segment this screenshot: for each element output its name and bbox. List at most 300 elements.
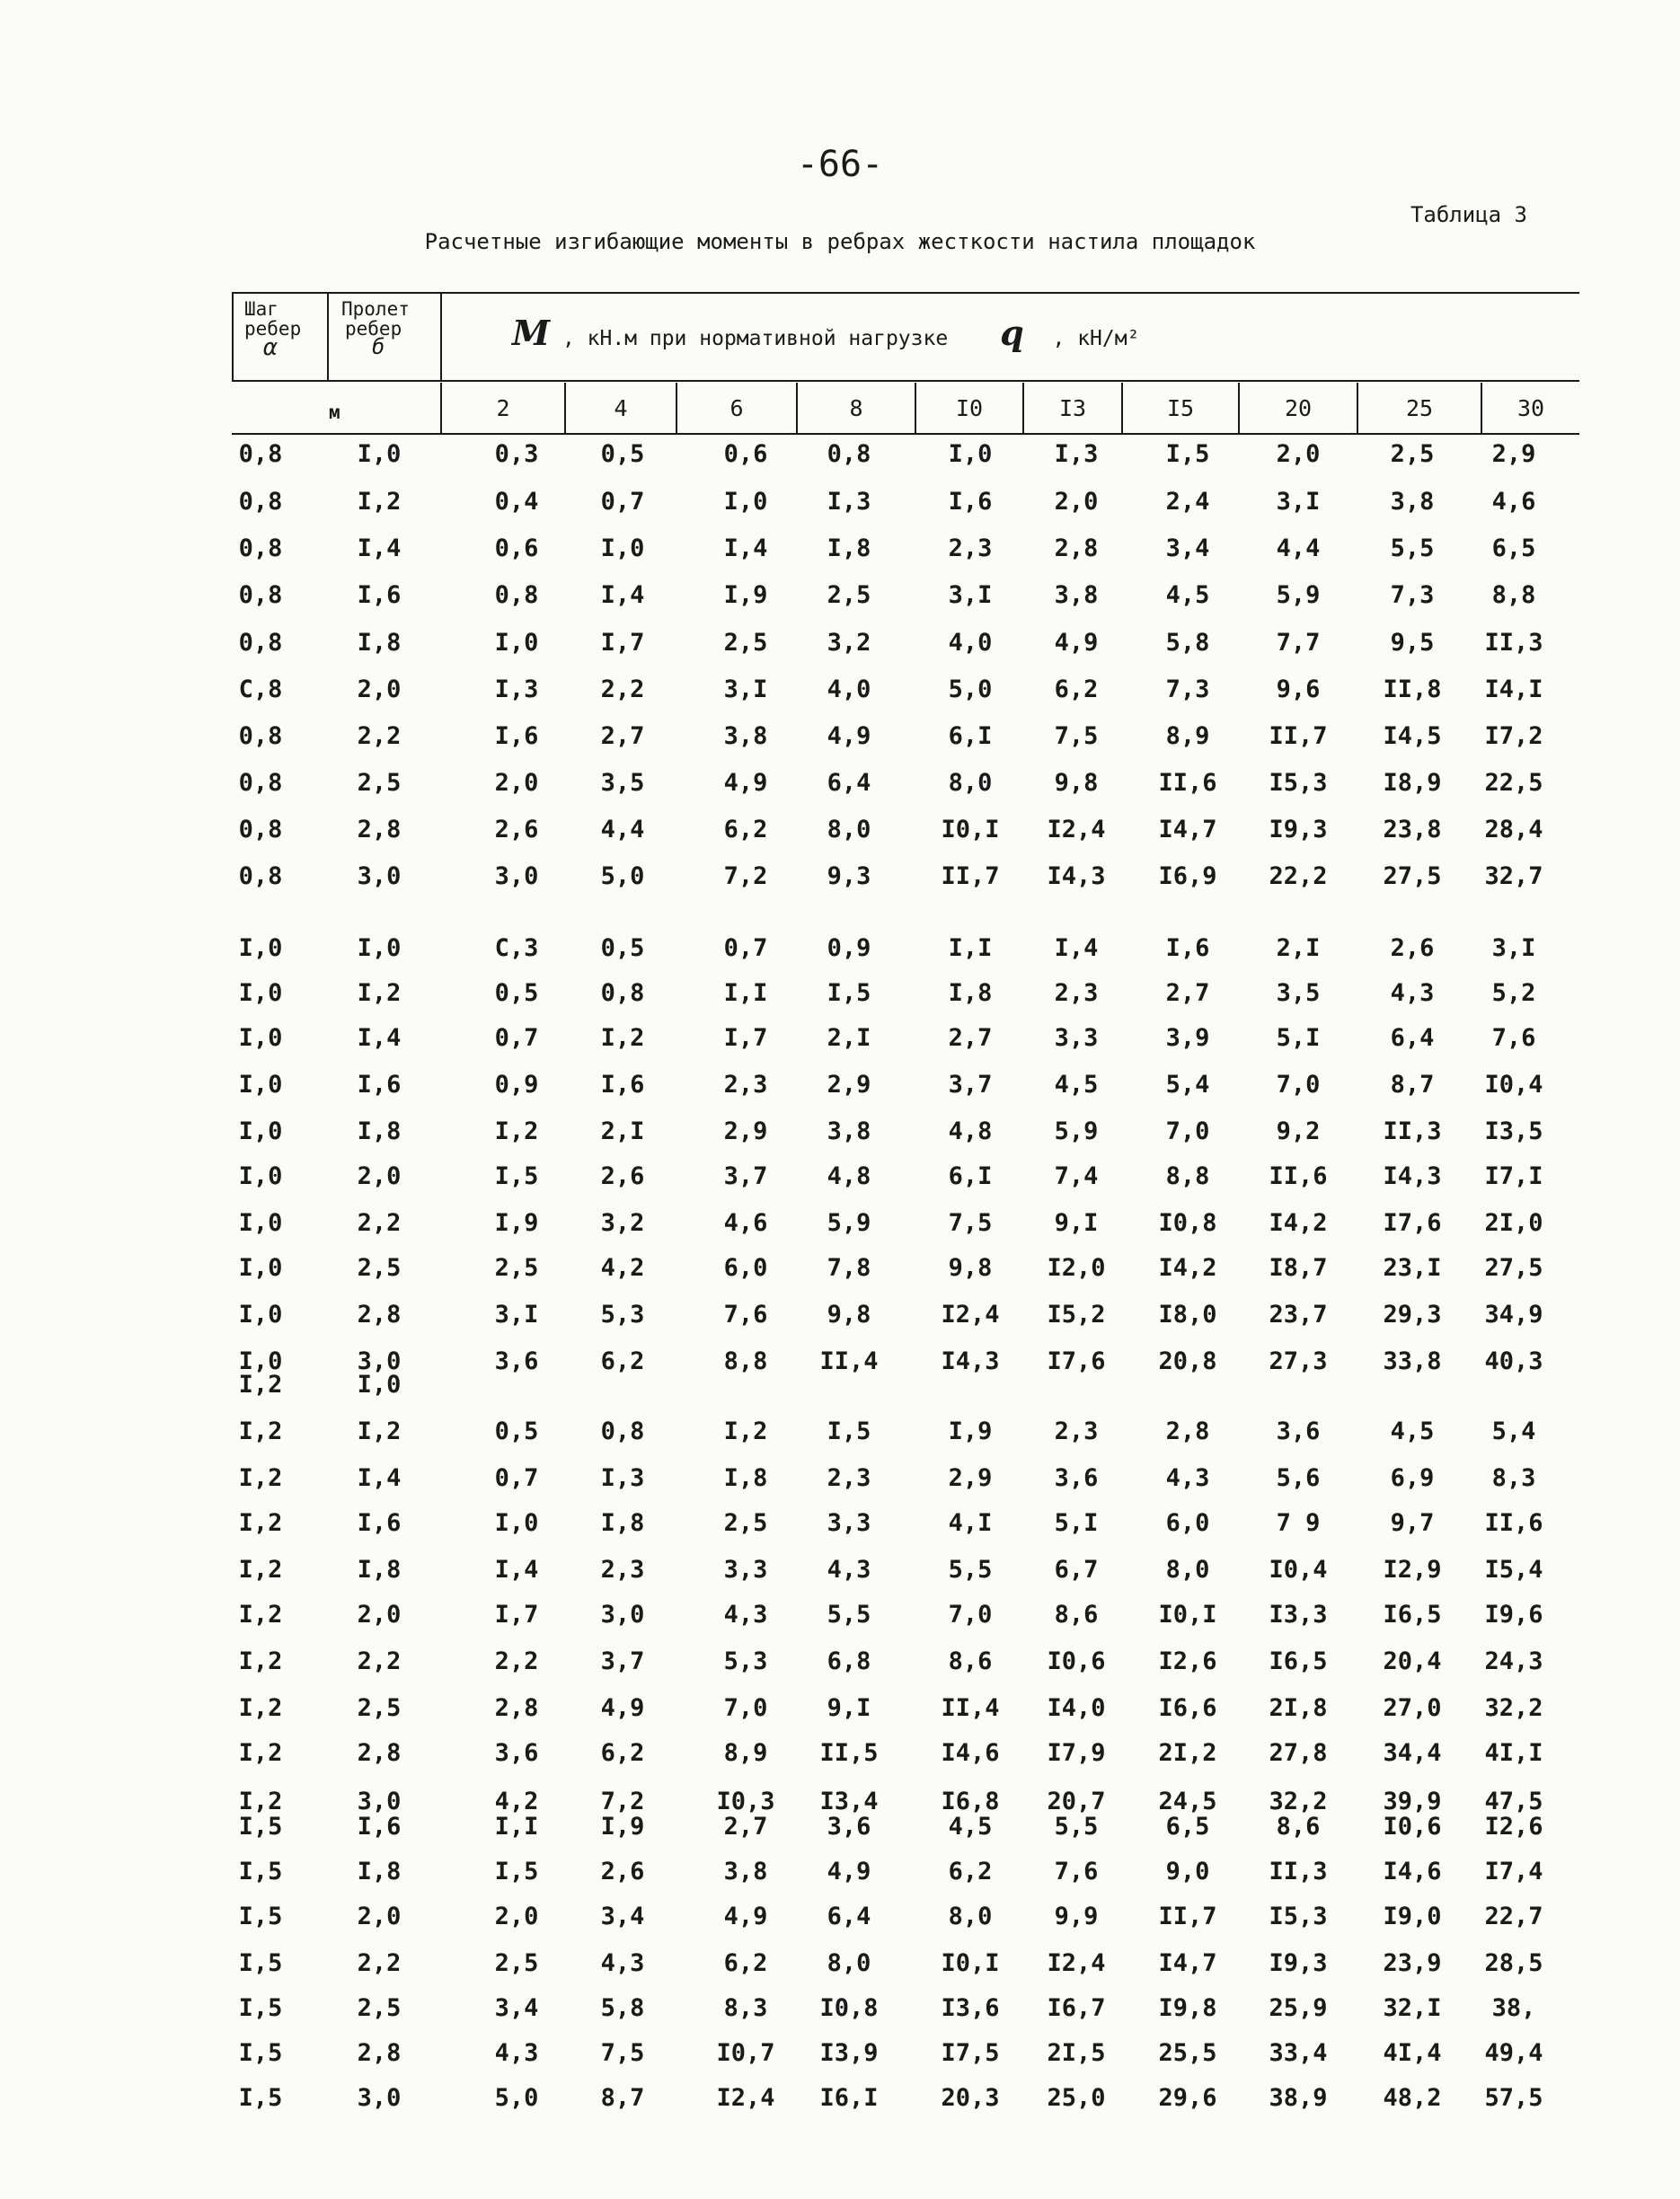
cell-moment: 4,9 [827,1858,871,1885]
cell-moment: I,0 [723,488,768,516]
cell-moment: 2I,8 [1269,1694,1328,1722]
cell-rib-spacing: I,5 [238,1994,283,2022]
cell-moment: 3,4 [600,1903,645,1930]
cell-moment: I,6 [1165,934,1210,962]
cell-moment: II,3 [1383,1117,1442,1145]
cell-moment: 7,4 [1054,1162,1099,1190]
cell-moment: I2,6 [1158,1647,1217,1675]
cell-moment: I,9 [948,1417,993,1445]
cell-moment: 9,7 [1390,1509,1435,1537]
cell-moment: 0,5 [600,440,645,468]
cell-rib-span: I,0 [357,440,402,468]
cell-moment: 6,2 [723,1949,768,1977]
cell-moment: 5,6 [1276,1464,1321,1492]
table-row [0,1254,1680,1299]
cell-moment: I,0 [600,534,645,562]
cell-moment: 5,I [1054,1509,1099,1537]
cell-moment: 3,8 [827,1117,871,1145]
cell-moment: 4,3 [1390,979,1435,1007]
cell-moment: 4,9 [600,1694,645,1722]
load-col-2: 2 [440,383,564,435]
cell-rib-spacing: I,2 [238,1647,283,1675]
cell-moment: I,7 [600,629,645,657]
page-number: -66- [796,144,884,185]
cell-moment: 49,4 [1484,2039,1543,2067]
cell-moment: I0,7 [716,2039,775,2067]
cell-moment: I9,8 [1158,1994,1217,2022]
cell-rib-spacing: I,0 [238,979,283,1007]
cell-moment: 5,5 [1390,534,1435,562]
cell-moment: C,3 [494,934,539,962]
cell-moment: 20,8 [1158,1347,1217,1375]
cell-moment: 0,8 [494,581,539,609]
cell-moment: 2,3 [1054,979,1099,1007]
cell-moment: I,2 [494,1117,539,1145]
cell-moment: 3,6 [1276,1417,1321,1445]
cell-moment: 3,7 [600,1647,645,1675]
cell-moment: 7,2 [600,1788,645,1815]
cell-moment: I,2 [600,1024,645,1052]
cell-moment: 3,4 [1165,534,1210,562]
cell-moment: 27,0 [1383,1694,1442,1722]
cell-moment: 8,8 [723,1347,768,1375]
table-row [0,1371,1680,1416]
cell-moment: 0,7 [494,1024,539,1052]
cell-moment: I,9 [723,581,768,609]
cell-moment: 0,6 [723,440,768,468]
table-row [0,1601,1680,1646]
cell-moment: II,6 [1158,769,1217,797]
cell-moment: 27,3 [1269,1347,1328,1375]
table-title: Расчетные изгибающие моменты в ребрах жесткости настила площадок [424,229,1256,254]
cell-moment: 7,5 [1054,722,1099,750]
cell-moment: 4,5 [948,1813,993,1841]
cell-rib-span: 2,2 [357,1949,402,1977]
cell-moment: 24,5 [1158,1788,1217,1815]
cell-moment: I,3 [494,676,539,703]
cell-moment: 2,7 [600,722,645,750]
cell-moment: I,5 [494,1858,539,1885]
col-b-label-line1: Пролет [341,298,410,320]
table-row [0,816,1680,861]
cell-moment: 4,5 [1390,1417,1435,1445]
cell-moment: I,4 [723,534,768,562]
cell-moment: 4,5 [1165,581,1210,609]
cell-moment: I,5 [827,1417,871,1445]
cell-rib-span: 2,8 [357,1301,402,1329]
cell-moment: 3,9 [1165,1024,1210,1052]
table-row [0,1301,1680,1346]
cell-moment: I,0 [494,629,539,657]
cell-moment: 8,0 [948,769,993,797]
cell-moment: I2,4 [941,1301,1000,1329]
cell-moment: 47,5 [1484,1788,1543,1815]
cell-moment: 2,7 [723,1813,768,1841]
cell-moment: 38,9 [1269,2084,1328,2112]
cell-rib-span: 2,5 [357,769,402,797]
cell-moment: I5,3 [1269,1903,1328,1930]
cell-moment: I7,6 [1047,1347,1106,1375]
cell-moment: 38, [1491,1994,1536,2022]
cell-moment: 8,9 [1165,722,1210,750]
cell-moment: 9,0 [1165,1858,1210,1885]
table-row [0,1903,1680,1947]
cell-moment: I,6 [948,488,993,516]
cell-moment: 7,3 [1390,581,1435,609]
cell-moment: 2,3 [723,1071,768,1099]
cell-moment: 3,2 [600,1209,645,1237]
cell-moment: 3,I [723,676,768,703]
cell-moment: I6,8 [941,1788,1000,1815]
cell-rib-span: I,8 [357,1556,402,1584]
cell-moment: 5,8 [600,1994,645,2022]
cell-rib-span: 2,2 [357,1647,402,1675]
cell-moment: 25,9 [1269,1994,1328,2022]
cell-rib-spacing: I,5 [238,2039,283,2067]
cell-moment: 7,0 [1165,1117,1210,1145]
cell-moment: 7,5 [600,2039,645,2067]
cell-moment: I,8 [600,1509,645,1537]
cell-rib-span: 2,5 [357,1694,402,1722]
cell-rib-span: I,6 [357,1813,402,1841]
cell-rib-span: I,8 [357,1858,402,1885]
cell-moment: I0,6 [1047,1647,1106,1675]
cell-moment: 57,5 [1484,2084,1543,2112]
cell-moment: 2,2 [494,1647,539,1675]
cell-moment: 7,6 [1054,1858,1099,1885]
cell-moment: 4,2 [600,1254,645,1282]
cell-moment: 8,6 [1276,1813,1321,1841]
cell-moment: 2,5 [494,1949,539,1977]
cell-moment: 2,7 [1165,979,1210,1007]
cell-moment: I,3 [1054,440,1099,468]
cell-moment: 2,5 [723,1509,768,1537]
moment-symbol: М [512,313,551,353]
table-row [0,1858,1680,1903]
cell-moment: 4,9 [1054,629,1099,657]
cell-moment: 5,9 [1276,581,1321,609]
cell-moment: II,3 [1484,629,1543,657]
cell-rib-spacing: I,0 [238,1254,283,1282]
cell-moment: 3,7 [723,1162,768,1190]
cell-moment: I,8 [723,1464,768,1492]
cell-rib-spacing: I,2 [238,1739,283,1767]
table-row [0,676,1680,720]
cell-moment: 3,I [1276,488,1321,516]
cell-moment: 0,7 [723,934,768,962]
cell-moment: I3,3 [1269,1601,1328,1629]
cell-moment: 2,0 [494,769,539,797]
cell-moment: 33,4 [1269,2039,1328,2067]
cell-rib-span: 2,5 [357,1994,402,2022]
cell-moment: 6,2 [600,1739,645,1767]
cell-moment: II,5 [819,1739,879,1767]
cell-moment: 2,9 [1491,440,1536,468]
cell-moment: 20,4 [1383,1647,1442,1675]
cell-moment: 5,8 [1165,629,1210,657]
cell-moment: I,I [723,979,768,1007]
cell-moment: 6,2 [723,816,768,843]
table-row [0,629,1680,674]
cell-moment: I9,3 [1269,816,1328,843]
cell-moment: 8,6 [1054,1601,1099,1629]
load-col-25: 25 [1357,383,1481,435]
cell-rib-span: I,4 [357,1024,402,1052]
cell-moment: 0,9 [494,1071,539,1099]
table-row [0,1556,1680,1601]
cell-moment: 4,8 [827,1162,871,1190]
cell-moment: I,7 [723,1024,768,1052]
cell-moment: I4,3 [1047,862,1106,890]
cell-moment: 6,I [948,722,993,750]
cell-moment: I2,4 [1047,816,1106,843]
cell-moment: 0,5 [494,1417,539,1445]
cell-rib-span: I,4 [357,1464,402,1492]
cell-moment: 5,5 [948,1556,993,1584]
cell-moment: I,9 [600,1813,645,1841]
cell-moment: 27,8 [1269,1739,1328,1767]
cell-moment: 5,9 [1054,1117,1099,1145]
cell-rib-span: I,8 [357,629,402,657]
cell-rib-span: 2,8 [357,2039,402,2067]
cell-moment: 2,I [1276,934,1321,962]
cell-moment: 4I,I [1484,1739,1543,1767]
cell-rib-spacing: I,5 [238,2084,283,2112]
col-a-label-line2: ребер [244,318,302,340]
cell-moment: 9,2 [1276,1117,1321,1145]
cell-rib-span: I,4 [357,534,402,562]
cell-moment: 4,3 [723,1601,768,1629]
cell-moment: 4,9 [723,769,768,797]
table-row [0,862,1680,907]
cell-rib-spacing: 0,8 [238,629,283,657]
cell-moment: 6,9 [1390,1464,1435,1492]
cell-moment: 9,8 [827,1301,871,1329]
cell-rib-span: I,2 [357,1417,402,1445]
cell-moment: 4,9 [827,722,871,750]
cell-moment: I2,9 [1383,1556,1442,1584]
cell-moment: I,8 [827,534,871,562]
cell-moment: 2,9 [948,1464,993,1492]
cell-moment: 0,8 [827,440,871,468]
cell-moment: 3,3 [827,1509,871,1537]
cell-moment: II,4 [941,1694,1000,1722]
cell-moment: 40,3 [1484,1347,1543,1375]
cell-rib-span: I,2 [357,488,402,516]
cell-moment: 3,8 [1390,488,1435,516]
cell-moment: 3,4 [494,1994,539,2022]
cell-moment: 5,5 [1054,1813,1099,1841]
cell-moment: 27,5 [1484,1254,1543,1282]
cell-moment: 8,3 [1491,1464,1536,1492]
cell-moment: 32,2 [1269,1788,1328,1815]
cell-moment: 22,7 [1484,1903,1543,1930]
cell-moment: 3,6 [827,1813,871,1841]
cell-rib-spacing: I,0 [238,1071,283,1099]
cell-moment: 4,0 [827,676,871,703]
cell-moment: 7,3 [1165,676,1210,703]
cell-moment: I5,2 [1047,1301,1106,1329]
table-row [0,1949,1680,1994]
cell-moment: I3,5 [1484,1117,1543,1145]
cell-rib-spacing: I,0 [238,1209,283,1237]
cell-moment: 9,9 [1054,1903,1099,1930]
cell-moment: I4,6 [941,1739,1000,1767]
cell-moment: 2,9 [723,1117,768,1145]
cell-moment: 0,8 [600,1417,645,1445]
cell-moment: 2,3 [1054,1417,1099,1445]
cell-rib-spacing: I,0 [238,1347,283,1375]
cell-moment: 2,5 [827,581,871,609]
cell-moment: 7,0 [1276,1071,1321,1099]
cell-rib-spacing: 0,8 [238,488,283,516]
cell-moment: I6,6 [1158,1694,1217,1722]
cell-moment: 3,3 [1054,1024,1099,1052]
cell-moment: I,4 [1054,934,1099,962]
cell-moment: 9,I [827,1694,871,1722]
cell-moment: 3,8 [723,1858,768,1885]
table-row [0,581,1680,626]
cell-rib-span: I,6 [357,1071,402,1099]
cell-moment: 0,5 [494,979,539,1007]
cell-moment: 3,I [1491,934,1536,962]
table-row [0,1994,1680,2039]
cell-rib-spacing: I,2 [238,1788,283,1815]
cell-moment: I,9 [494,1209,539,1237]
cell-moment: I9,6 [1484,1601,1543,1629]
cell-moment: 7,7 [1276,629,1321,657]
cell-moment: 0,7 [494,1464,539,1492]
cell-moment: 8,0 [827,816,871,843]
cell-moment: I0,3 [716,1788,775,1815]
cell-moment: 2,6 [600,1162,645,1190]
col-b-label-line2: ребер [345,318,402,340]
table-label: Таблица 3 [1410,202,1527,227]
cell-moment: I0,8 [1158,1209,1217,1237]
cell-moment: I4,3 [941,1347,1000,1375]
cell-moment: 8,9 [723,1739,768,1767]
load-col-20: 20 [1238,383,1357,435]
cell-moment: 6,4 [1390,1024,1435,1052]
cell-moment: 5,3 [600,1301,645,1329]
cell-moment: 4,4 [1276,534,1321,562]
cell-moment: 7 9 [1276,1509,1321,1537]
cell-rib-spacing: I,2 [238,1417,283,1445]
cell-moment: 34,4 [1383,1739,1442,1767]
cell-moment: 3,8 [1054,581,1099,609]
cell-rib-span: I,8 [357,1117,402,1145]
cell-moment: 4,I [948,1509,993,1537]
cell-moment: 3,7 [948,1071,993,1099]
table-row [0,488,1680,533]
cell-moment: 6,4 [827,769,871,797]
cell-moment: 8,6 [948,1647,993,1675]
cell-moment: 2,5 [494,1254,539,1282]
cell-moment: 7,6 [1491,1024,1536,1052]
cell-moment: 27,5 [1383,862,1442,890]
cell-moment: 6,5 [1165,1813,1210,1841]
cell-moment: 2I,5 [1047,2039,1106,2067]
cell-moment: II,7 [941,862,1000,890]
cell-moment: 9,8 [948,1254,993,1282]
cell-rib-span: 2,5 [357,1254,402,1282]
cell-moment: 2,I [600,1117,645,1145]
table-row [0,1813,1680,1858]
cell-moment: I,5 [1165,440,1210,468]
cell-moment: 2,0 [1054,488,1099,516]
cell-moment: I4,2 [1158,1254,1217,1282]
cell-moment: 4,3 [494,2039,539,2067]
cell-moment: 2,6 [494,816,539,843]
cell-moment: I0,I [941,1949,1000,1977]
cell-moment: 4,3 [600,1949,645,1977]
cell-rib-span: 2,2 [357,722,402,750]
cell-moment: I,0 [494,1509,539,1537]
cell-moment: 5,0 [494,2084,539,2112]
cell-moment: 28,5 [1484,1949,1543,1977]
cell-rib-spacing: I,0 [238,1117,283,1145]
cell-moment: I4,7 [1158,1949,1217,1977]
cell-moment: 0,6 [494,534,539,562]
cell-moment: I7,5 [941,2039,1000,2067]
cell-moment: 8,8 [1165,1162,1210,1190]
cell-moment: 3,6 [494,1739,539,1767]
cell-rib-span: 3,0 [357,1788,402,1815]
load-symbol: q [1000,313,1024,353]
cell-moment: 2,6 [600,1858,645,1885]
cell-moment: 20,3 [941,2084,1000,2112]
cell-rib-spacing: 0,8 [238,581,283,609]
cell-rib-spacing: I,0 [238,1024,283,1052]
cell-moment: I6,I [819,2084,879,2112]
cell-moment: II,6 [1269,1162,1328,1190]
cell-moment: I,3 [600,1464,645,1492]
cell-moment: 2,8 [1165,1417,1210,1445]
cell-rib-span: 2,0 [357,1903,402,1930]
cell-moment: I4,7 [1158,816,1217,843]
load-col-10: I0 [915,383,1022,435]
cell-rib-span: I,2 [357,979,402,1007]
cell-moment: 2,4 [1165,488,1210,516]
cell-moment: 2,9 [827,1071,871,1099]
cell-moment: I2,4 [1047,1949,1106,1977]
cell-rib-spacing: 0,8 [238,769,283,797]
cell-moment: 4,3 [1165,1464,1210,1492]
cell-moment: 7,2 [723,862,768,890]
cell-moment: I4,3 [1383,1162,1442,1190]
cell-moment: 8,3 [723,1994,768,2022]
cell-rib-spacing: I,2 [238,1509,283,1537]
cell-rib-spacing: I,2 [238,1601,283,1629]
cell-rib-span: 3,0 [357,862,402,890]
cell-moment: II,8 [1383,676,1442,703]
cell-moment: 3,0 [600,1601,645,1629]
cell-moment: 7,5 [948,1209,993,1237]
cell-moment: I,5 [494,1162,539,1190]
cell-moment: 29,3 [1383,1301,1442,1329]
cell-moment: I7,9 [1047,1739,1106,1767]
cell-rib-spacing: I,0 [238,1162,283,1190]
cell-moment: I,6 [494,722,539,750]
cell-moment: 8,8 [1491,581,1536,609]
table-row [0,1509,1680,1554]
cell-moment: II,6 [1484,1509,1543,1537]
cell-moment: 2,0 [1276,440,1321,468]
cell-rib-span: I,0 [357,934,402,962]
cell-moment: 6,2 [600,1347,645,1375]
cell-rib-spacing: I,5 [238,1858,283,1885]
cell-moment: 9,5 [1390,629,1435,657]
